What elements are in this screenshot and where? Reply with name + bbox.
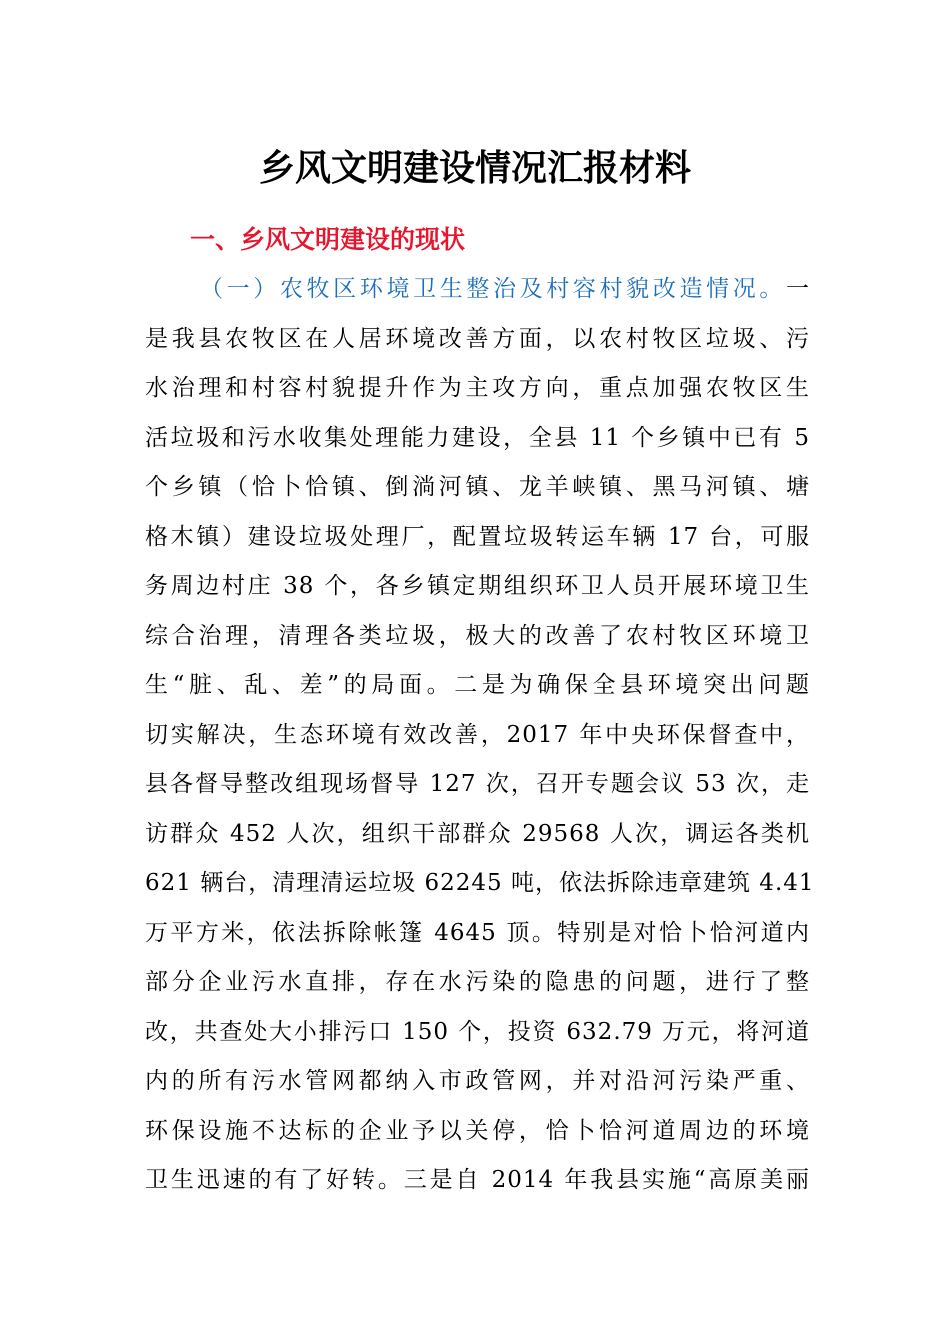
paragraph-line: 卫生迅速的有了好转。三是自 2014 年我县实施“高原美丽: [145, 1167, 810, 1193]
paragraph-line: 务周边村庄 38 个，各乡镇定期组织环卫人员开展环境卫生: [145, 573, 810, 599]
paragraph-text: 一: [786, 276, 810, 302]
paragraph-line: 个乡镇（恰卜恰镇、倒淌河镇、龙羊峡镇、黑马河镇、塘: [145, 474, 810, 500]
paragraph-line: 格木镇）建设垃圾处理厂，配置垃圾转运车辆 17 台，可服: [145, 523, 810, 550]
paragraph-line: 内的所有污水管网都纳入市政管网，并对沿河污染严重、: [145, 1068, 810, 1094]
paragraph-line: 环保设施不达标的企业予以关停，恰卜恰河道周边的环境: [145, 1117, 810, 1144]
paragraph-line: 621 辆台，清理清运垃圾 62245 吨，依法拆除违章建筑 4.41: [145, 870, 815, 896]
paragraph-line: 切实解决，生态环境有效改善，2017 年中央环保督查中，: [145, 721, 810, 748]
paragraph-line: 生“脏、乱、差”的局面。二是为确保全县环境突出问题: [145, 672, 810, 698]
paragraph-line: 水治理和村容村貌提升作为主攻方向，重点加强农牧区生: [145, 375, 810, 401]
page-title: 乡风文明建设情况汇报材料: [258, 147, 691, 189]
body-text: [145, 265, 815, 1206]
paragraph-line: [145, 265, 810, 315]
paragraph-line: 部分企业污水直排，存在水污染的隐患的问题，进行了整: [145, 969, 810, 995]
subsection-heading: （一）农牧区环境卫生整治及村容村貌改造情况。: [200, 276, 786, 302]
paragraph-line: 万平方米，依法拆除帐篷 4645 顶。特别是对恰卜恰河道内: [145, 919, 810, 946]
paragraph-line: 综合治理，清理各类垃圾，极大的改善了农村牧区环境卫: [145, 622, 810, 649]
paragraph-line: 县各督导整改组现场督导 127 次，召开专题会议 53 次，走: [145, 771, 810, 797]
paragraph-line: 访群众 452 人次，组织干部群众 29568 人次，调运各类机: [145, 820, 810, 847]
paragraph-line: 是我县农牧区在人居环境改善方面，以农村牧区垃圾、污: [145, 325, 810, 352]
paragraph-line: 改，共查处大小排污口 150 个，投资 632.79 万元，将河道: [145, 1018, 810, 1045]
section-heading: 一、乡风文明建设的现状: [190, 225, 466, 254]
paragraph-line: 活垃圾和污水收集处理能力建设，全县 11 个乡镇中已有 5: [145, 424, 810, 451]
